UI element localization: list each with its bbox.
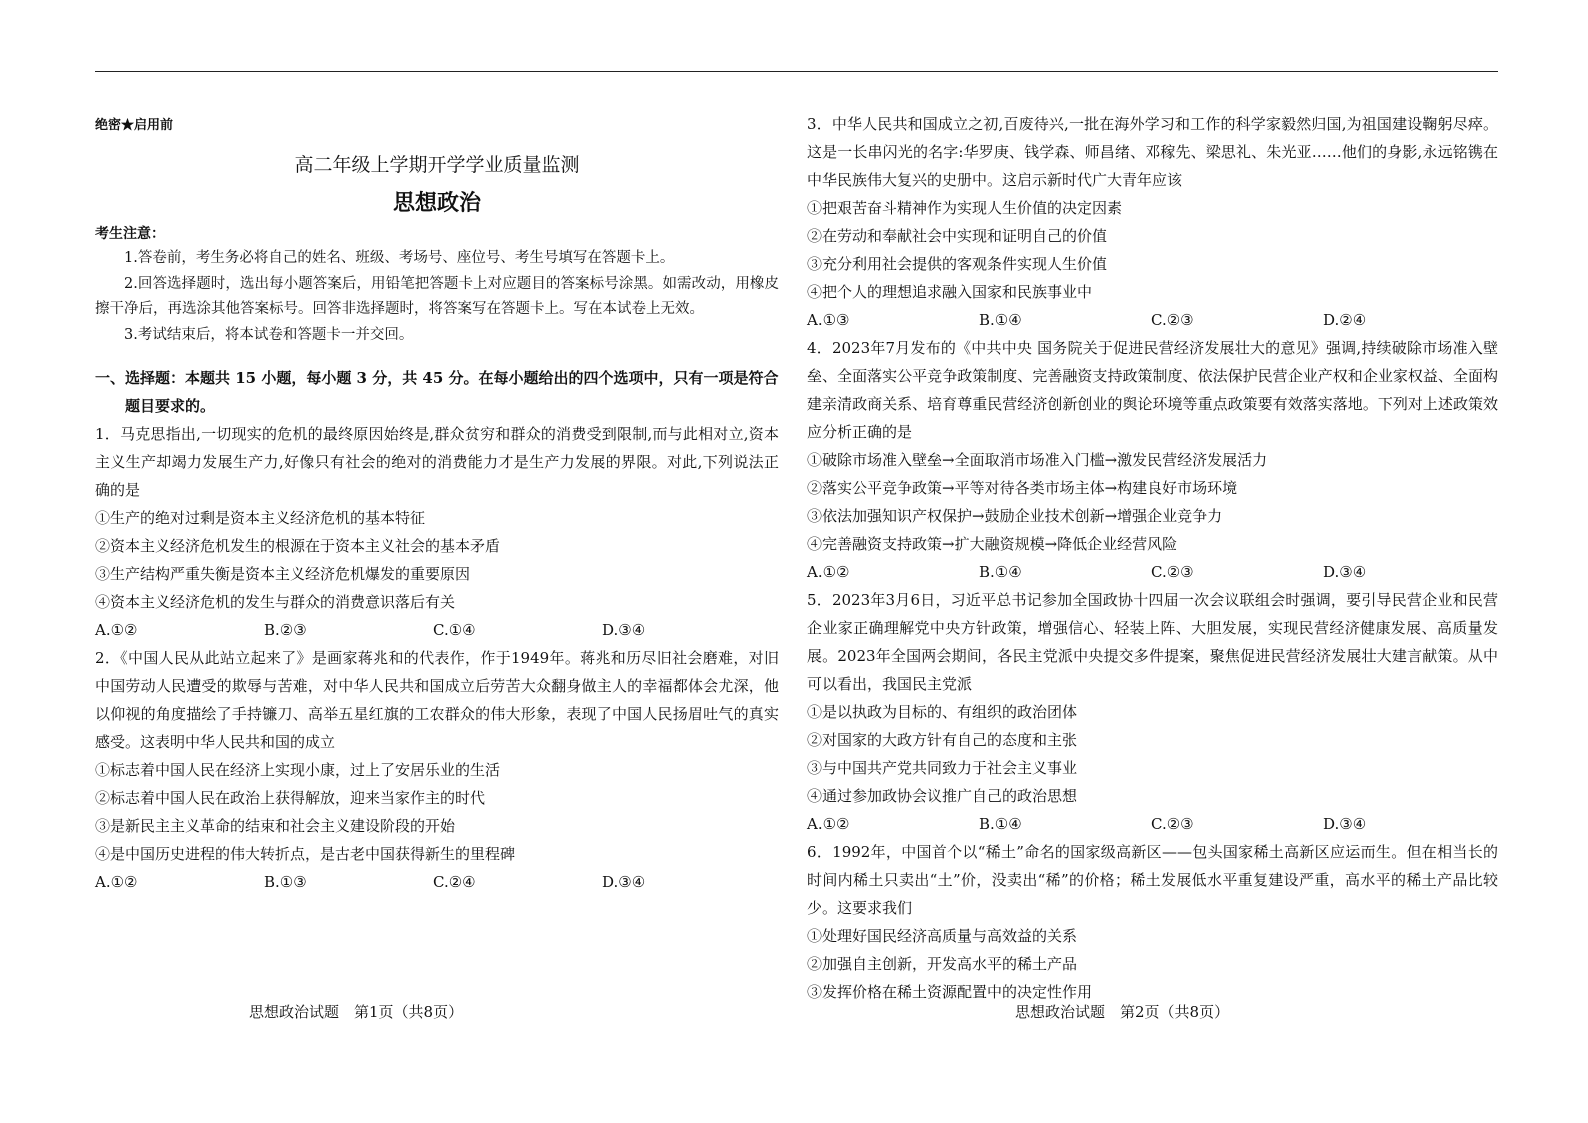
answer-options <box>95 616 779 644</box>
option-a: A.①③ <box>807 311 850 329</box>
answer-options <box>807 306 1498 334</box>
statement-item: ②加强自主创新，开发高水平的稀土产品 <box>807 955 1078 973</box>
statement-item: ④完善融资支持政策→扩大融资规模→降低企业经营风险 <box>807 535 1178 553</box>
statement-item: ③与中国共产党共同致力于社会主义事业 <box>807 759 1078 777</box>
notice-item: 2.回答选择题时，选出每小题答案后，用铅笔把答题卡上对应题目的答案标号涂黑。如需改动，用橡皮擦干净后，再选涂其他答案标号。回答非选择题时，将答案写在答题卡上。写在本试卷上无效。 <box>95 275 779 317</box>
statement-item: ④资本主义经济危机的发生与群众的消费意识落后有关 <box>95 593 456 611</box>
notice-heading: 考生注意： <box>95 226 165 242</box>
question-stem: 2．《中国人民从此站立起来了》是画家蒋兆和的代表作，作于1949年。蒋兆和历尽旧社会磨难，对旧中国劳动人民遭受的欺辱与苦难，对中华人民共和国成立后劳苦大众翻身做主人的幸福都体会尤深，他以仰视的角度描绘了手持镰刀、高举五星红旗的工农群众的伟大形象，表现了中国人民扬眉吐气的真实感受。这表明中华人民共和国的成立 <box>95 649 779 751</box>
section-title: 一、选择题：本题共 15 小题，每小题 3 分，共 45 分。在每小题给出的四个选项中，只有一项是符合题目要求的。 <box>95 369 779 415</box>
page-footer-1: 思想政治试题 第1页（共8页） <box>249 1003 464 1021</box>
option-b: B.①④ <box>979 311 1022 329</box>
question-4 <box>807 334 1498 586</box>
option-a: A.①② <box>95 621 138 639</box>
statement-item: ③依法加强知识产权保护→鼓励企业技术创新→增强企业竞争力 <box>807 507 1223 525</box>
secret-label: 绝密★启用前 <box>95 118 174 133</box>
page-2-column <box>807 110 1498 1006</box>
statement-item: ①生产的绝对过剩是资本主义经济危机的基本特征 <box>95 509 426 527</box>
statement-item: ④把个人的理想追求融入国家和民族事业中 <box>807 283 1093 301</box>
option-b: B.①④ <box>979 815 1022 833</box>
option-c: C.①④ <box>433 621 476 639</box>
question-1 <box>95 420 779 644</box>
statement-item: ①标志着中国人民在经济上实现小康，过上了安居乐业的生活 <box>95 761 501 779</box>
statement-item: ②标志着中国人民在政治上获得解放，迎来当家作主的时代 <box>95 789 486 807</box>
option-a: A.①② <box>807 815 850 833</box>
answer-options <box>95 868 779 896</box>
option-d: D.③④ <box>1323 563 1367 581</box>
question-stem: 6．1992年，中国首个以“稀土”命名的国家级高新区——包头国家稀土高新区应运而生。但在相当长的时间内稀土只卖出“土”价，没卖出“稀”的价格；稀土发展低水平重复建设严重，高水平的稀土产品比较少。这要求我们 <box>807 843 1498 917</box>
statement-item: ②资本主义经济危机发生的根源在于资本主义社会的基本矛盾 <box>95 537 501 555</box>
statement-item: ①破除市场准入壁垒→全面取消市场准入门槛→激发民营经济发展活力 <box>807 451 1268 469</box>
option-d: D.③④ <box>1323 815 1367 833</box>
statement-item: ③是新民主主义革命的结束和社会主义建设阶段的开始 <box>95 817 456 835</box>
answer-options <box>807 810 1498 838</box>
question-stem: 5．2023年3月6日，习近平总书记参加全国政协十四届一次会议联组会时强调，要引导民营企业和民营企业家正确理解党中央方针政策，增强信心、轻装上阵、大胆发展，实现民营经济健康发展、高质量发展。2023年全国两会期间，各民主党派中央提交多件提案，聚焦促进民营经济发展壮大建言献策。从中可以看出，我国民主党派 <box>807 591 1498 693</box>
question-stem: 1．马克思指出,一切现实的危机的最终原因始终是,群众贫穷和群众的消费受到限制,而与此相对立,资本主义生产却竭力发展生产力,好像只有社会的绝对的消费能力才是生产力发展的界限。对此,下列说法正确的是 <box>95 425 779 499</box>
option-b: B.②③ <box>264 621 307 639</box>
option-a: A.①② <box>95 873 138 891</box>
subject-title: 思想政治 <box>392 191 481 216</box>
page-footer-2: 思想政治试题 第2页（共8页） <box>1015 1003 1230 1021</box>
statement-item: ②落实公平竞争政策→平等对待各类市场主体→构建良好市场环境 <box>807 479 1238 497</box>
answer-options <box>807 558 1498 586</box>
statement-item: ②对国家的大政方针有自己的态度和主张 <box>807 731 1078 749</box>
option-c: C.②③ <box>1151 311 1194 329</box>
statement-item: ①是以执政为目标的、有组织的政治团体 <box>807 703 1078 721</box>
top-rule <box>95 71 1498 72</box>
option-c: C.②③ <box>1151 815 1194 833</box>
option-b: B.①④ <box>979 563 1022 581</box>
question-2 <box>95 644 779 896</box>
exam-title: 高二年级上学期开学学业质量监测 <box>294 154 580 176</box>
statement-item: ③生产结构严重失衡是资本主义经济危机爆发的重要原因 <box>95 565 471 583</box>
question-5 <box>807 586 1498 838</box>
statement-item: ③充分利用社会提供的客观条件实现人生价值 <box>807 255 1108 273</box>
option-d: D.③④ <box>602 873 646 891</box>
question-stem: 4．2023年7月发布的《中共中央 国务院关于促进民营经济发展壮大的意见》强调,持续破除市场准入壁垒、全面落实公平竞争政策制度、完善融资支持政策制度、依法保护民营企业产权和企业家权益、全面构建亲清政商关系、培育尊重民营经济创新创业的舆论环境等重点政策要有效落实落地。下列对上述政策效应分析正确的是 <box>807 339 1498 441</box>
statement-item: ④是中国历史进程的伟大转折点，是古老中国获得新生的里程碑 <box>95 845 516 863</box>
notice-item: 1.答卷前，考生务必将自己的姓名、班级、考场号、座位号、考生号填写在答题卡上。 <box>124 250 675 266</box>
statement-item: ①把艰苦奋斗精神作为实现人生价值的决定因素 <box>807 199 1123 217</box>
question-stem: 3．中华人民共和国成立之初,百废待兴,一批在海外学习和工作的科学家毅然归国,为祖国建设鞠躬尽瘁。这是一长串闪光的名字:华罗庚、钱学森、师昌绪、邓稼先、梁思礼、朱光亚……他们的身影,永远铭镌在中华民族伟大复兴的史册中。这启示新时代广大青年应该 <box>807 115 1498 189</box>
option-a: A.①② <box>807 563 850 581</box>
option-c: C.②④ <box>433 873 476 891</box>
statement-item: ①处理好国民经济高质量与高效益的关系 <box>807 927 1078 945</box>
option-d: D.②④ <box>1323 311 1367 329</box>
page-1-column <box>95 110 779 896</box>
option-c: C.②③ <box>1151 563 1194 581</box>
statement-item: ④通过参加政协会议推广自己的政治思想 <box>807 787 1078 805</box>
option-d: D.③④ <box>602 621 646 639</box>
option-b: B.①③ <box>264 873 307 891</box>
notice-item: 3.考试结束后，将本试卷和答题卡一并交回。 <box>124 326 414 343</box>
question-6 <box>807 838 1498 1006</box>
statement-item: ③发挥价格在稀土资源配置中的决定性作用 <box>807 983 1093 1001</box>
statement-item: ②在劳动和奉献社会中实现和证明自己的价值 <box>807 227 1108 245</box>
question-3 <box>807 110 1498 334</box>
